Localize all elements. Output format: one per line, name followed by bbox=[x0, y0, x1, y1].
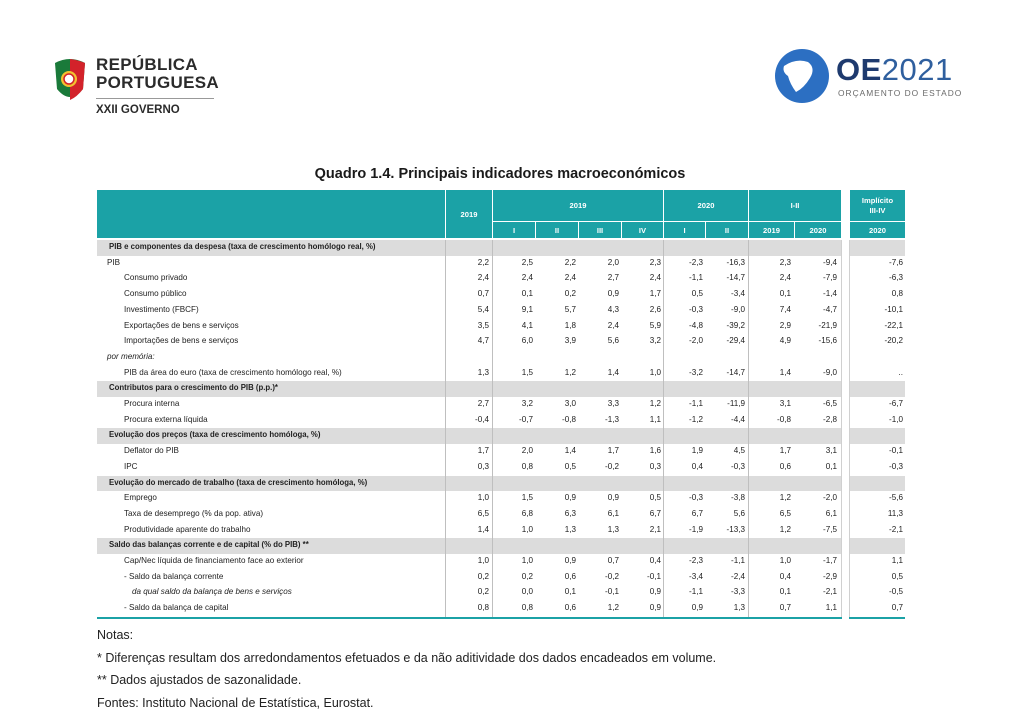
cell-value: 1,3 bbox=[733, 603, 745, 613]
cell-value: 1,0 bbox=[477, 556, 489, 565]
row-label: Procura externa líquida bbox=[124, 414, 208, 424]
row-label: Consumo público bbox=[124, 289, 187, 299]
cell-value: 1,2 bbox=[779, 493, 791, 503]
cell-value: 0,7 bbox=[607, 556, 619, 565]
header-blank bbox=[97, 190, 445, 238]
cell-value: 0,9 bbox=[607, 289, 619, 299]
cell-value: -9,4 bbox=[823, 257, 837, 267]
cell-value: 0,4 bbox=[691, 461, 703, 471]
row-label: Procura interna bbox=[124, 399, 180, 408]
row-label: Contributos para o crescimento do PIB (p.p.)* bbox=[109, 383, 278, 393]
cell-value: -0,2 bbox=[605, 571, 619, 581]
note-1: * Diferenças resultam dos arredondamentos efetuados e da não aditividade dos dados encadeados em volume. bbox=[97, 650, 717, 665]
cell-value: 1,6 bbox=[649, 446, 661, 456]
table-row bbox=[97, 554, 905, 570]
header-group-2019: 2019 bbox=[493, 190, 663, 221]
cell-value: 0,9 bbox=[649, 603, 661, 613]
cell-value: -0,3 bbox=[689, 304, 703, 314]
header-iii-2019: 2019 bbox=[749, 222, 794, 238]
section-row bbox=[97, 428, 905, 444]
cell-value: 6,8 bbox=[521, 508, 533, 518]
cell-value: -10,1 bbox=[884, 304, 903, 314]
cell-value: -0,7 bbox=[519, 414, 533, 424]
row-label: Importações de bens e serviços bbox=[124, 336, 239, 346]
cell-value: 2,4 bbox=[521, 273, 533, 283]
row-label: Investimento (FBCF) bbox=[124, 304, 199, 314]
row-label: Saldo das balanças corrente e de capital (% do PIB) ** bbox=[109, 540, 309, 550]
row-label: PIB bbox=[107, 257, 121, 267]
cell-value: -14,7 bbox=[726, 273, 745, 283]
cell-value: 0,7 bbox=[477, 289, 489, 299]
row-label: - Saldo da balança corrente bbox=[124, 571, 224, 581]
cell-value: -0,8 bbox=[562, 414, 576, 424]
cell-value: 2,7 bbox=[607, 273, 619, 283]
cell-value: -0,3 bbox=[731, 461, 745, 471]
cell-value: -0,5 bbox=[889, 587, 903, 597]
cell-value: 0,4 bbox=[649, 556, 661, 565]
cell-value: -29,4 bbox=[726, 336, 745, 346]
cell-value: 3,1 bbox=[779, 399, 791, 408]
cell-value: 1,1 bbox=[649, 414, 661, 424]
cell-value: 1,8 bbox=[564, 320, 576, 330]
cell-value: 2,4 bbox=[779, 273, 791, 283]
cell-value: -9,0 bbox=[823, 367, 837, 377]
cell-value: 0,7 bbox=[779, 603, 791, 613]
cell-value: -39,2 bbox=[726, 320, 745, 330]
cell-value: -21,9 bbox=[818, 320, 837, 330]
column-separator bbox=[849, 240, 850, 617]
cell-value: -1,0 bbox=[889, 414, 903, 424]
oe-year-text: 2021 bbox=[881, 52, 953, 87]
cell-value: 5,6 bbox=[607, 336, 619, 346]
cell-value: -1,2 bbox=[689, 414, 703, 424]
cell-value: 3,3 bbox=[607, 399, 619, 408]
governo-text: XXII GOVERNO bbox=[96, 104, 180, 116]
column-separator bbox=[748, 240, 749, 617]
cell-value: -6,7 bbox=[889, 399, 903, 408]
cell-value: 1,0 bbox=[477, 493, 489, 503]
cell-value: 2,6 bbox=[649, 304, 661, 314]
cell-value: 4,9 bbox=[779, 336, 791, 346]
logo-divider bbox=[96, 98, 214, 99]
table-row bbox=[97, 256, 905, 272]
cell-value: -2,3 bbox=[689, 257, 703, 267]
cell-value: 0,9 bbox=[691, 603, 703, 613]
cell-value: -1,7 bbox=[823, 556, 837, 565]
cell-value: 0,5 bbox=[691, 289, 703, 299]
cell-value: 0,6 bbox=[564, 571, 576, 581]
cell-value: 1,7 bbox=[477, 446, 489, 456]
cell-value: 2,3 bbox=[649, 257, 661, 267]
header-iii-2020: 2020 bbox=[795, 222, 841, 238]
cell-value: -1,1 bbox=[689, 273, 703, 283]
cell-value: -14,7 bbox=[726, 367, 745, 377]
oe2021-logo bbox=[774, 48, 974, 108]
header-group-i-ii: I-II bbox=[749, 190, 841, 221]
cell-value: -0,8 bbox=[777, 414, 791, 424]
republica-text: REPÚBLICA bbox=[96, 55, 198, 74]
cell-value: -0,3 bbox=[889, 461, 903, 471]
cell-value: 4,3 bbox=[607, 304, 619, 314]
header-q1-2020: I bbox=[664, 222, 705, 238]
cell-value: 7,4 bbox=[779, 304, 791, 314]
cell-value: 1,0 bbox=[521, 556, 533, 565]
cell-value: -6,3 bbox=[889, 273, 903, 283]
table-row bbox=[97, 287, 905, 303]
table-row bbox=[97, 413, 905, 429]
table-row bbox=[97, 319, 905, 335]
cell-value: 6,1 bbox=[607, 508, 619, 518]
cell-value: 0,1 bbox=[564, 587, 576, 597]
cell-value: -1,1 bbox=[689, 587, 703, 597]
cell-value: -2,0 bbox=[823, 493, 837, 503]
cell-value: 0,9 bbox=[564, 556, 576, 565]
cell-value: 0,0 bbox=[521, 587, 533, 597]
cell-value: 3,2 bbox=[521, 399, 533, 408]
cell-value: -0,1 bbox=[647, 571, 661, 581]
table-row bbox=[97, 460, 905, 476]
table-row bbox=[97, 303, 905, 319]
header-q3-2019: III bbox=[579, 222, 621, 238]
cell-value: 2,4 bbox=[477, 273, 489, 283]
cell-value: -4,4 bbox=[731, 414, 745, 424]
cell-value: -6,5 bbox=[823, 399, 837, 408]
cell-value: 6,1 bbox=[825, 508, 837, 518]
column-separator bbox=[841, 240, 842, 617]
table-header bbox=[97, 190, 905, 238]
cell-value: 2,7 bbox=[477, 399, 489, 408]
cell-value: -13,3 bbox=[726, 524, 745, 534]
table-row bbox=[97, 585, 905, 601]
cell-value: -0,1 bbox=[605, 587, 619, 597]
cell-value: 2,0 bbox=[607, 257, 619, 267]
cell-value: 11,3 bbox=[887, 508, 903, 518]
cell-value: 6,5 bbox=[779, 508, 791, 518]
table-bottom-rule bbox=[849, 617, 905, 619]
row-label: Consumo privado bbox=[124, 273, 188, 283]
row-label: Exportações de bens e serviços bbox=[124, 320, 239, 330]
cell-value: 0,4 bbox=[779, 571, 791, 581]
republica-portuguesa-logo bbox=[52, 52, 242, 122]
table-bottom-rule bbox=[97, 617, 842, 619]
cell-value: 5,9 bbox=[649, 320, 661, 330]
table-row bbox=[97, 570, 905, 586]
header-group-2020: 2020 bbox=[664, 190, 748, 221]
row-label: - Saldo da balança de capital bbox=[124, 603, 229, 613]
table-row bbox=[97, 397, 905, 413]
row-label: PIB e componentes da despesa (taxa de crescimento homólogo real, %) bbox=[109, 242, 376, 251]
cell-value: -16,3 bbox=[726, 257, 745, 267]
cell-value: 1,0 bbox=[649, 367, 661, 377]
cell-value: 1,7 bbox=[607, 446, 619, 456]
cell-value: 3,1 bbox=[825, 446, 837, 456]
cell-value: -1,1 bbox=[689, 399, 703, 408]
cell-value: 0,2 bbox=[521, 571, 533, 581]
cell-value: 2,3 bbox=[779, 257, 791, 267]
row-label: Evolução do mercado de trabalho (taxa de crescimento homóloga, %) bbox=[109, 477, 368, 487]
header-q2-2020: II bbox=[706, 222, 748, 238]
cell-value: -0,4 bbox=[475, 414, 489, 424]
cell-value: -7,6 bbox=[889, 257, 903, 267]
table-row bbox=[97, 601, 905, 617]
cell-value: -20,2 bbox=[884, 336, 903, 346]
cell-value: 0,5 bbox=[564, 461, 576, 471]
row-label: da qual saldo da balança de bens e serviços bbox=[132, 587, 292, 597]
table-row bbox=[97, 366, 905, 382]
cell-value: -22,1 bbox=[884, 320, 903, 330]
cell-value: 2,2 bbox=[477, 257, 489, 267]
header-implicito: Implícito III-IV bbox=[850, 190, 905, 221]
cell-value: 0,1 bbox=[779, 289, 791, 299]
table-row bbox=[97, 350, 905, 366]
oe-title-text: OE bbox=[836, 52, 882, 87]
cell-value: 1,2 bbox=[779, 524, 791, 534]
cell-value: 4,1 bbox=[521, 320, 533, 330]
cell-value: -3,3 bbox=[731, 587, 745, 597]
cell-value: 6,0 bbox=[521, 336, 533, 346]
row-label: Emprego bbox=[124, 493, 157, 503]
cell-value: 1,4 bbox=[477, 524, 489, 534]
row-label: IPC bbox=[124, 461, 138, 471]
row-label: PIB da área do euro (taxa de crescimento homólogo real, %) bbox=[124, 367, 342, 377]
cell-value: 3,0 bbox=[564, 399, 576, 408]
column-separator bbox=[492, 240, 493, 617]
cell-value: 0,3 bbox=[649, 461, 661, 471]
cell-value: -2,9 bbox=[823, 571, 837, 581]
table-row bbox=[97, 271, 905, 287]
cell-value: -15,6 bbox=[818, 336, 837, 346]
cell-value: 2,0 bbox=[521, 446, 533, 456]
cell-value: -1,1 bbox=[731, 556, 745, 565]
cell-value: 0,8 bbox=[891, 289, 903, 299]
section-row bbox=[97, 240, 905, 256]
column-separator bbox=[445, 240, 446, 617]
row-label: Produtividade aparente do trabalho bbox=[124, 524, 251, 534]
header-year-2019: 2019 bbox=[446, 190, 492, 238]
cell-value: 1,4 bbox=[607, 367, 619, 377]
cell-value: 1,0 bbox=[521, 524, 533, 534]
cell-value: 1,1 bbox=[825, 603, 837, 613]
cell-value: 1,7 bbox=[649, 289, 661, 299]
cell-value: 0,5 bbox=[649, 493, 661, 503]
cell-value: -2,8 bbox=[823, 414, 837, 424]
cell-value: 2,5 bbox=[521, 257, 533, 267]
header-q2-2019: II bbox=[536, 222, 578, 238]
cell-value: -3,4 bbox=[689, 571, 703, 581]
cell-value: 1,2 bbox=[649, 399, 661, 408]
cell-value: 2,9 bbox=[779, 320, 791, 330]
table-row bbox=[97, 334, 905, 350]
table-row bbox=[97, 491, 905, 507]
cell-value: 0,1 bbox=[825, 461, 837, 471]
cell-value: 1,4 bbox=[779, 367, 791, 377]
cell-value: 1,3 bbox=[607, 524, 619, 534]
row-label: Taxa de desemprego (% da pop. ativa) bbox=[124, 508, 264, 518]
cell-value: -4,7 bbox=[823, 304, 837, 314]
cell-value: -5,6 bbox=[889, 493, 903, 503]
cell-value: -2,0 bbox=[689, 336, 703, 346]
cell-value: 0,9 bbox=[649, 587, 661, 597]
cell-value: 0,2 bbox=[564, 289, 576, 299]
row-label: Evolução dos preços (taxa de crescimento homóloga, %) bbox=[109, 430, 321, 440]
cell-value: 2,2 bbox=[564, 257, 576, 267]
cell-value: 4,5 bbox=[733, 446, 745, 456]
cell-value: 0,1 bbox=[521, 289, 533, 299]
notes bbox=[97, 624, 716, 714]
section-row bbox=[97, 538, 905, 554]
header-impl-2020: 2020 bbox=[850, 222, 905, 238]
cell-value: -3,8 bbox=[731, 493, 745, 503]
cell-value: -3,2 bbox=[689, 367, 703, 377]
cell-value: 2,4 bbox=[649, 273, 661, 283]
cell-value: -0,2 bbox=[605, 461, 619, 471]
cell-value: 0,6 bbox=[564, 603, 576, 613]
cell-value: 0,8 bbox=[477, 603, 489, 613]
header-q4-2019: IV bbox=[622, 222, 663, 238]
cell-value: 1,9 bbox=[691, 446, 703, 456]
section-row bbox=[97, 381, 905, 397]
note-3: Fontes: Instituto Nacional de Estatística, Eurostat. bbox=[97, 695, 374, 710]
cell-value: 1,4 bbox=[564, 446, 576, 456]
notes-title: Notas: bbox=[97, 628, 134, 642]
globe-icon bbox=[774, 48, 830, 104]
section-row bbox=[97, 476, 905, 492]
cell-value: 3,2 bbox=[649, 336, 661, 346]
cell-value: 1,5 bbox=[521, 367, 533, 377]
header-q1-2019: I bbox=[493, 222, 535, 238]
cell-value: 0,8 bbox=[521, 461, 533, 471]
cell-value: -1,3 bbox=[605, 414, 619, 424]
cell-value: 0,8 bbox=[521, 603, 533, 613]
cell-value: 1,3 bbox=[477, 367, 489, 377]
cell-value: 0,2 bbox=[477, 571, 489, 581]
cell-value: 1,1 bbox=[891, 556, 903, 565]
cell-value: 1,2 bbox=[607, 603, 619, 613]
cell-value: 6,7 bbox=[649, 508, 661, 518]
row-label: por memória: bbox=[107, 351, 155, 361]
row-label: Cap/Nec líquida de financiamento face ao exterior bbox=[124, 556, 304, 565]
cell-value: 1,5 bbox=[521, 493, 533, 503]
portugal-flag-icon bbox=[52, 57, 88, 103]
cell-value: 1,0 bbox=[779, 556, 791, 565]
cell-value: 3,9 bbox=[564, 336, 576, 346]
row-label: Deflator do PIB bbox=[124, 446, 179, 456]
cell-value: 2,1 bbox=[649, 524, 661, 534]
cell-value: -2,1 bbox=[889, 524, 903, 534]
cell-value: 3,5 bbox=[477, 320, 489, 330]
cell-value: -0,1 bbox=[889, 446, 903, 456]
cell-value: 6,5 bbox=[477, 508, 489, 518]
cell-value: 5,7 bbox=[564, 304, 576, 314]
cell-value: -7,9 bbox=[823, 273, 837, 283]
cell-value: -7,5 bbox=[823, 524, 837, 534]
cell-value: 1,3 bbox=[564, 524, 576, 534]
cell-value: 0,9 bbox=[564, 493, 576, 503]
cell-value: -11,9 bbox=[727, 399, 745, 408]
cell-value: 0,5 bbox=[891, 571, 903, 581]
table-row bbox=[97, 523, 905, 539]
table-row bbox=[97, 507, 905, 523]
cell-value: -9,0 bbox=[731, 304, 745, 314]
cell-value: 0,9 bbox=[607, 493, 619, 503]
cell-value: 2,4 bbox=[607, 320, 619, 330]
cell-value: 1,7 bbox=[779, 446, 791, 456]
cell-value: -2,3 bbox=[689, 556, 703, 565]
cell-value: 0,3 bbox=[477, 461, 489, 471]
cell-value: -3,4 bbox=[731, 289, 745, 299]
cell-value: -2,4 bbox=[731, 571, 745, 581]
cell-value: 9,1 bbox=[521, 304, 533, 314]
oe-subtitle: ORÇAMENTO DO ESTADO bbox=[838, 88, 963, 98]
note-2: ** Dados ajustados de sazonalidade. bbox=[97, 673, 302, 687]
cell-value: 1,2 bbox=[564, 367, 576, 377]
cell-value: -1,9 bbox=[689, 524, 703, 534]
table-row bbox=[97, 444, 905, 460]
cell-value: 5,6 bbox=[733, 508, 745, 518]
cell-value: 0,1 bbox=[779, 587, 791, 597]
cell-value: 0,2 bbox=[477, 587, 489, 597]
cell-value: 4,7 bbox=[477, 336, 489, 346]
cell-value: 0,6 bbox=[779, 461, 791, 471]
cell-value: -4,8 bbox=[689, 320, 703, 330]
portuguesa-text: PORTUGUESA bbox=[96, 73, 219, 92]
cell-value: -1,4 bbox=[823, 289, 837, 299]
cell-value: 5,4 bbox=[477, 304, 489, 314]
cell-value: 0,7 bbox=[891, 603, 903, 613]
cell-value: 6,3 bbox=[564, 508, 576, 518]
cell-value: -2,1 bbox=[823, 587, 837, 597]
cell-value: .. bbox=[898, 367, 903, 377]
column-separator bbox=[663, 240, 664, 617]
table-title: Quadro 1.4. Principais indicadores macroeconómicos bbox=[314, 166, 686, 182]
cell-value: 6,7 bbox=[691, 508, 703, 518]
cell-value: 2,4 bbox=[564, 273, 576, 283]
cell-value: -0,3 bbox=[689, 493, 703, 503]
